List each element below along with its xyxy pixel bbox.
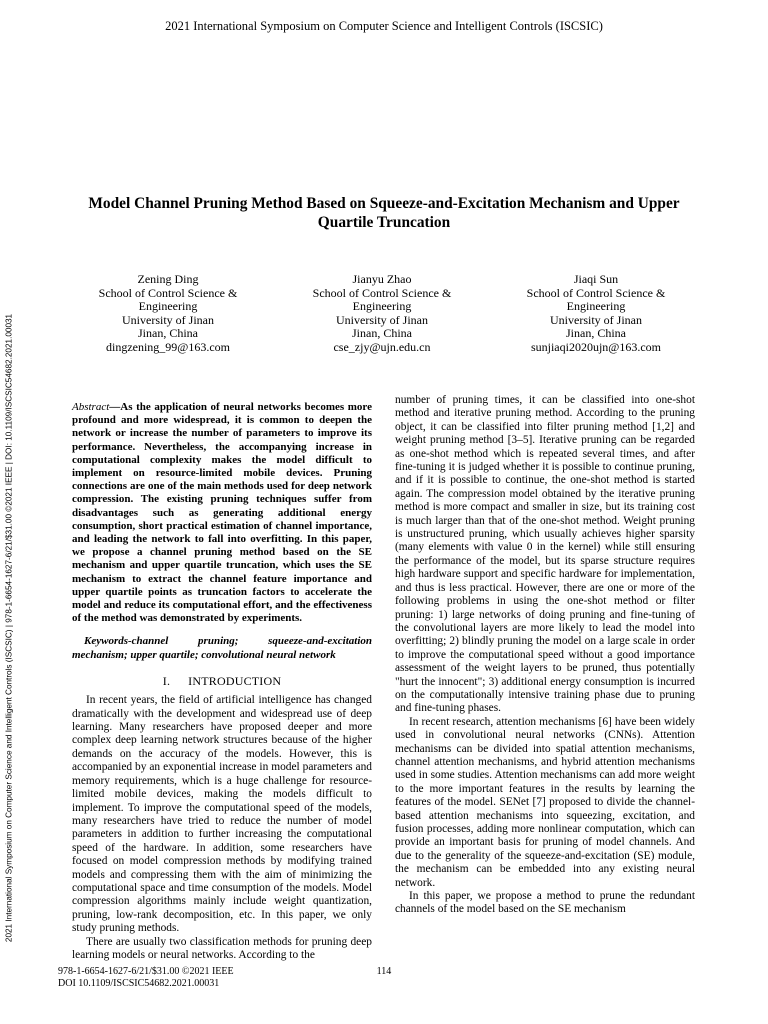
author-name: Zening Ding (137, 272, 199, 286)
author-block (294, 273, 470, 354)
side-identifier-strip (2, 276, 16, 980)
author-affiliation: Engineering (138, 299, 198, 313)
author-affiliation: School of Control Science & (526, 285, 666, 300)
page-number: 114 (376, 966, 392, 977)
body-paragraph: In recent years, the field of artificial intelligence has changed dramatically with the development and widespread use of deep learning. Many researchers have proposed deeper and more complex deep learning network structures because of the higher demands on the accuracy of the models. However, this is accompanied by an exponential increase in model parameters and memory requirements, which is a huge challenge for resource-limited mobile devices, making the models difficult to implement. To improve the computational speed of the models, many researchers have tried to reduce the number of model parameters in addition to further increasing the computational speed of the hardware. In addition, some researchers have focused on model compression methods by modifying trained models and compressing them with the aim of minimizing the computational space and time consumption of the models. Model compression algorithms mainly include weight quantization, pruning, low-rank decomposition, etc. In this paper, we only study pruning methods. (72, 694, 372, 935)
author-university: University of Jinan (550, 312, 642, 327)
author-name: Jiaqi Sun (573, 272, 619, 286)
author-affiliation: Engineering (566, 299, 626, 313)
author-email: dingzening_99@163.com (105, 339, 231, 354)
section-heading (72, 675, 372, 688)
abstract (72, 401, 372, 625)
body-paragraph: number of pruning times, it can be classified into one-shot method and iterative pruning method. According to the pruning object, it can be classified into filter pruning method [1,2] and weight pruning method [3–5]. Iterative pruning can be regarded as one-shot method which is repeated several times, and after fine-tuning it is judged whether it is possible to continue pruning, and if it is possible to continue, the one-shot method is started again. The compression model obtained by the iterative pruning method is more compact and smaller in size, but its training cost is much larger than that of the one-shot method. Weight pruning is unstructured pruning, which usually achieves higher sparsity (many elements with value 0 in the kernel) while still ensuring the performance of the model, but its sparse structure requires high hardware support and specific hardware for implementation, and thus is less practical. However, there are one or more of the following problems in using the one-shot method or filter pruning: 1) large networks of doing pruning and fine-tuning of the convolutional layers are more likely to lead the model into overfitting; 2) blindly pruning the model on a large scale in order to improve the computational speed without a good importance assessment of the weight layers to be pruned, thus potentially "hurt the innocent"; 3) additional energy consumption is incurred on the computationally intensive training phase due to pruning and fine-tuning phases. (395, 394, 695, 715)
keywords: Keywords-channel pruning; squeeze-and-excitation mechanism; upper quartile; convolutional neural network (72, 635, 372, 661)
author-location: Jinan, China (566, 326, 626, 340)
author-affiliation: School of Control Science & (312, 285, 452, 300)
body-paragraph: In this paper, we propose a method to prune the redundant channels of the model based on the SE mechanism (395, 890, 695, 916)
author-university: University of Jinan (336, 312, 428, 327)
footer-doi: DOI 10.1109/ISCSIC54682.2021.00031 (58, 977, 220, 989)
right-column (395, 394, 695, 917)
author-affiliation: Engineering (352, 299, 412, 313)
paper-title: Model Channel Pruning Method Based on Squeeze-and-Excitation Mechanism and Upper Quartile Truncation (88, 195, 680, 231)
section-number: I. (162, 673, 171, 688)
abstract-text: —As the application of neural networks becomes more profound and more widespread, it is common to deepen the network or increase the number of parameters to improve its performance. Nevertheless, the accompanying increase in computational complexity makes the model difficult to implement on resource-limited mobile devices. Pruning connections are one of the main methods used for deep network compression. The existing pruning techniques suffer from disadvantages such as generating additional energy consumption, short practical estimation of channel importance, and leading the network to fall into overfitting. In this paper, we propose a channel pruning method based on the SE mechanism and upper quartile truncation, which uses the SE mechanism to extract the channel feature importance and upper quartile points as truncation factors to accelerate the model and reduce its computational effort, and the effectiveness of the method was demonstrated by experiments. (72, 401, 372, 625)
side-identifier-text: 2021 International Symposium on Computer Science and Intelligent Controls (ISCSIC) | 978-1-6654-1627-6/21/$31.00 ©2021 IEEE | DOI: 10.1109/ISCSIC54682.2021.00031 (4, 313, 14, 943)
section-title: INTRODUCTION (188, 673, 282, 688)
footer-isbn: 978-1-6654-1627-6/21/$31.00 ©2021 IEEE (58, 966, 234, 977)
author-location: Jinan, China (352, 326, 412, 340)
author-university: University of Jinan (122, 312, 214, 327)
author-email: cse_zjy@ujn.edu.cn (333, 339, 431, 354)
author-location: Jinan, China (138, 326, 198, 340)
author-affiliation: School of Control Science & (98, 285, 238, 300)
body-paragraph: In recent research, attention mechanisms [6] have been widely used in convolutional neural networks (CNNs). Attention mechanisms can be divided into spatial attention mechanisms, channel attention mechanisms, and hybrid attention mechanisms used in some studies. Attention mechanisms can add more weight to the more important features in the results by learning the features of the model. SENet [7] proposed to divide the channel-based attention mechanisms into squeezing, excitation, and fusion processes, adding more nonlinear computation, which can provide an important basis for pruning of model channels. And due to the generality of the squeeze-and-excitation (SE) module, the mechanism can be embedded into any existing neural network. (395, 715, 695, 889)
author-block (80, 273, 256, 354)
abstract-lead: Abstract (72, 401, 110, 413)
author-email: sunjiaqi2020ujn@163.com (530, 339, 662, 354)
left-column (72, 401, 372, 962)
author-block (508, 273, 684, 354)
conference-header: 2021 International Symposium on Computer Science and Intelligent Controls (ISCSIC) (165, 19, 603, 33)
author-name: Jianyu Zhao (352, 272, 412, 286)
body-paragraph: There are usually two classification methods for pruning deep learning models or neural networks. According to the (72, 935, 372, 961)
